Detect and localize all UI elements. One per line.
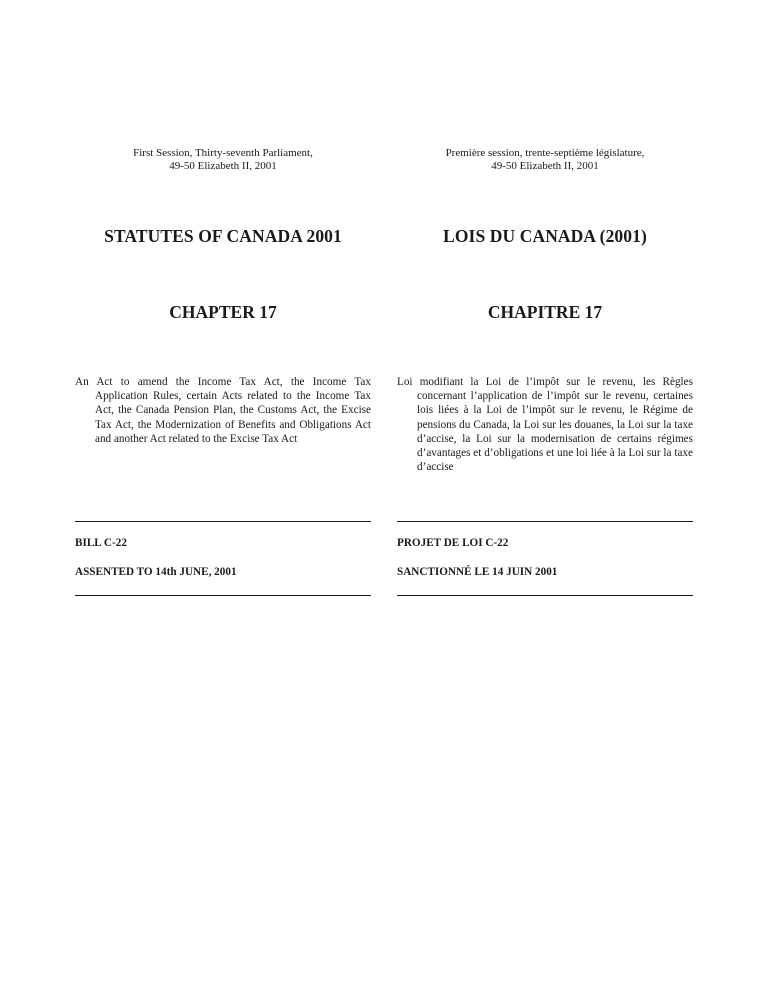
act-long-title-en: An Act to amend the Income Tax Act, the Income Tax Application Rules, certain Acts related to the Income Tax Act, the Canada Pension Plan, the Customs Act, the Excise Tax Act, the Modernization of Benefits and Obligations Act and another Act related to the Excise Tax Act — [75, 376, 371, 445]
bill-number-fr: PROJET DE LOI C-22 — [397, 537, 509, 549]
divider-top-fr — [397, 521, 693, 522]
session-line-fr: Première session, trente-septième législature, — [445, 147, 645, 159]
act-long-title-fr: Loi modifiant la Loi de l’impôt sur le revenu, les Règles concernant l’application de l’impôt sur le revenu, certaines lois liées à la Loi de l’impôt sur le revenu, le Régime de pensions du Canada, la Loi sur les douanes, la Loi sur la taxe d’accise, la Loi sur la modernisation de certains régimes d’avantages et d’obligations et une loi liée à la Loi sur la taxe d’accise — [397, 376, 693, 474]
chapter-heading-en: CHAPTER 17 — [169, 302, 277, 322]
divider-bottom-en — [75, 595, 371, 596]
divider-top-en — [75, 521, 371, 522]
session-info-fr — [397, 147, 693, 173]
session-info-en — [75, 147, 371, 173]
divider-bottom-fr — [397, 595, 693, 596]
assent-date-en: ASSENTED TO 14th JUNE, 2001 — [75, 566, 237, 578]
assent-date-fr: SANCTIONNÉ LE 14 JUIN 2001 — [397, 566, 558, 578]
statutes-title-en: STATUTES OF CANADA 2001 — [104, 226, 342, 246]
bill-number-en: BILL C-22 — [75, 537, 127, 549]
regnal-year-en: 49-50 Elizabeth II, 2001 — [169, 160, 277, 172]
chapter-heading-fr: CHAPITRE 17 — [487, 302, 603, 322]
statutes-title-fr: LOIS DU CANADA (2001) — [443, 226, 647, 246]
session-line-en: First Session, Thirty-seventh Parliament, — [133, 147, 313, 159]
regnal-year-fr: 49-50 Elizabeth II, 2001 — [491, 160, 599, 172]
